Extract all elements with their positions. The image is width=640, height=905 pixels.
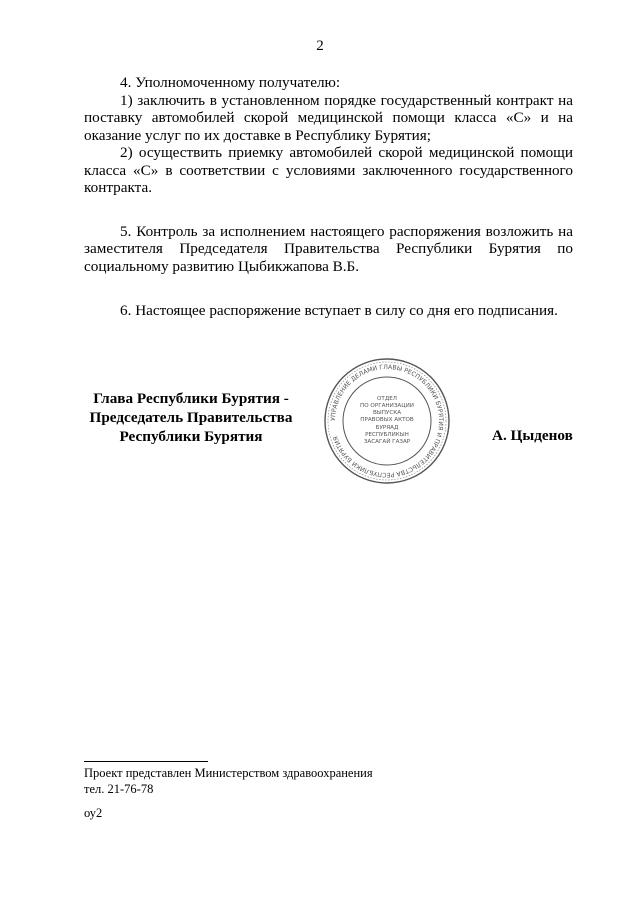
signatory-title-line-1: Глава Республики Бурятия - <box>93 390 289 407</box>
signatory-title-line-3: Республики Бурятия <box>119 428 263 445</box>
seal-center-line: ОТДЕЛ <box>377 396 397 402</box>
footnote-divider <box>84 761 208 762</box>
paragraph-4-item-2: 2) осуществить приемку автомобилей скорой медицинской помощи класса «С» в соответствии с условиями заключенного государственного контракта. <box>84 144 573 196</box>
signatory-title-line-2: Председатель Правительства <box>89 409 293 426</box>
page-number: 2 <box>316 38 324 54</box>
paragraph-4-item-1: 1) заключить в установленном порядке государственный контракт на поставку автомобилей скорой медицинской помощи класса «С» и на оказание услуг по их доставке в Республику Бурятия; <box>84 91 573 144</box>
signatory-name: А. Цыденов <box>492 427 573 444</box>
paragraph-6: 6. Настоящее распоряжение вступает в силу со дня его подписания. <box>120 302 558 319</box>
seal-center-line: РЕСПУБЛИКЫН <box>365 432 409 438</box>
signatory-title <box>82 389 300 446</box>
paragraph-5: 5. Контроль за исполнением настоящего распоряжения возложить на заместителя Председателя Правительства Республики Бурятия по социальному развитию Цыбикжапова В.Б. <box>84 222 573 275</box>
footer-prepared-by: Проект представлен Министерством здравоохранения <box>84 766 373 780</box>
seal-center-line: ПРАВОВЫХ АКТОВ <box>360 417 414 423</box>
seal-center-line: ЗАСАГАЙ ГАЗАР <box>363 439 411 445</box>
seal-center-line: ВЫПУСКА <box>372 410 402 416</box>
paragraph-4-heading: 4. Уполномоченному получателю: <box>120 74 341 91</box>
seal-center-line: БУРЯАД <box>375 425 399 431</box>
official-seal <box>322 356 452 486</box>
document-body <box>84 74 573 320</box>
footer-phone: тел. 21-76-78 <box>84 782 154 796</box>
seal-ring-text: УПРАВЛЕНИЕ ДЕЛАМИ ГЛАВЫ РЕСПУБЛИКИ БУРЯТИЯ И ПРАВИТЕЛЬСТВА РЕСПУБЛИКИ БУРЯТИЯ <box>329 363 445 479</box>
footer-code: оу2 <box>84 806 103 820</box>
seal-center-line: ПО ОРГАНИЗАЦИИ <box>360 403 414 409</box>
